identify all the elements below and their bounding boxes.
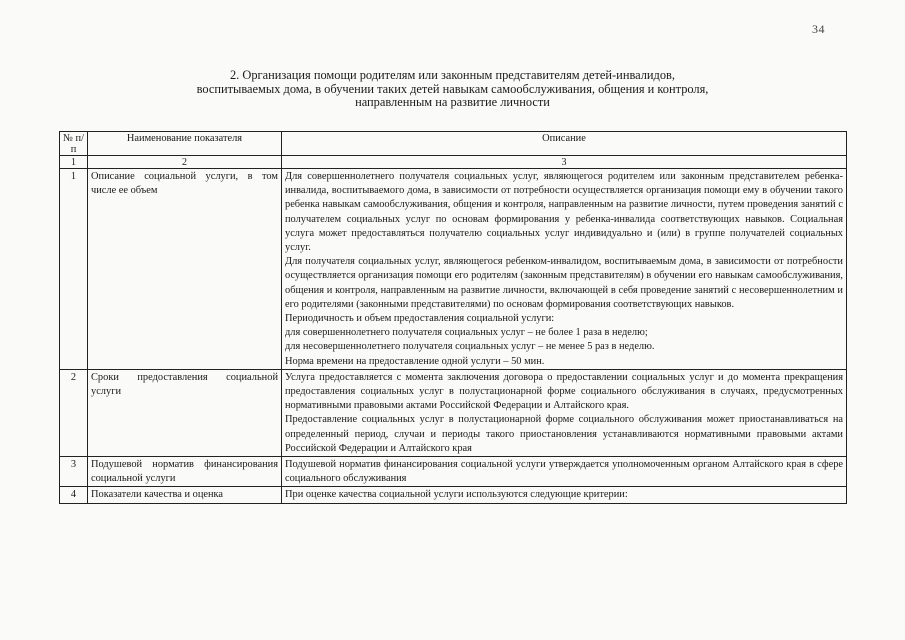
indicator-name: Сроки предоставления социальной услуги [88,369,282,456]
description-paragraph: Для получателя социальных услуг, являющегося ребенком-инвалидом, воспитываемым дома, в зависимости от потребности осуществляется организация помощи его родителям (законным представителям) в обучении его навыкам самообслуживания, общения и контроля, направленным на развитие личности, включающей в себя проведение занятий с несовершеннолетним и его родителями (законными представителями) по основам формирования соответствующих навыков. [285,256,843,310]
description-paragraph: Норма времени на предоставление одной услуги – 50 мин. [285,355,545,367]
row-number: 4 [60,487,88,503]
description-paragraph: Для совершеннолетнего получателя социальных услуг, являющегося родителем или законным представителем ребенка-инвалида, воспитываемого дома, в зависимости от потребности осуществляется организация помощи ему в обучении такого ребенка навыкам самообслуживания, общения и контроля, направленным на развитие личности, путем проведения занятий с получателем социальных услуг по основам формирования у ребенка-инвалида соответствующих навыков. Социальная услуга может предоставляться получателю социальных услуг индивидуально и (или) в группе получателей социальных услуг. [285,171,843,254]
service-table [59,131,847,504]
section-title [120,69,785,110]
page-number: 34 [812,22,825,36]
table-row [60,369,847,456]
indicator-description [282,457,847,487]
header-num: № п/п [60,132,88,156]
indicator-description [282,369,847,456]
description-paragraph: Предоставление социальных услуг в полустационарной форме социального обслуживания может приостанавливаться на определенный период, случаи и периоды такого приостановления устанавливаются нормативными правовыми актами Российской Федерации и Алтайского края [285,414,843,454]
section-title-line-3: направленным на развитие личности [355,95,550,109]
indicator-description [282,169,847,370]
table-row [60,457,847,487]
row-number: 1 [60,169,88,370]
description-paragraph: Периодичность и объем предоставления социальной услуги: [285,313,555,325]
section-title-line-1: 2. Организация помощи родителям или законным представителям детей-инвалидов, [229,68,676,82]
header-desc: Описание [282,132,847,156]
table-row [60,169,847,370]
indicator-name: Описание социальной услуги, в том числе ее объем [88,169,282,370]
description-paragraph: для несовершеннолетнего получателя социальных услуг – не менее 5 раз в неделю. [285,341,655,353]
indicator-description [282,487,847,503]
header-name: Наименование показателя [88,132,282,156]
description-paragraph: При оценке качества социальной услуги используются следующие критерии: [285,489,628,501]
column-index-2: 2 [88,156,282,169]
table-header-row [60,132,847,156]
table-row [60,487,847,503]
description-paragraph: Подушевой норматив финансирования социальной услуги утверждается уполномоченным органом Алтайского края в сфере социального обслуживания [285,459,843,485]
indicator-name: Подушевой норматив финансирования социальной услуги [88,457,282,487]
column-index-row [60,156,847,169]
column-index-1: 1 [60,156,88,169]
indicator-name: Показатели качества и оценка [88,487,282,503]
row-number: 2 [60,369,88,456]
description-paragraph: для совершеннолетнего получателя социальных услуг – не более 1 раза в неделю; [285,327,648,339]
column-index-3: 3 [282,156,847,169]
section-title-line-2: воспитываемых дома, в обучении таких детей навыкам самообслуживания, общения и контроля, [196,81,709,96]
description-paragraph: Услуга предоставляется с момента заключения договора о предоставлении социальных услуг и до момента прекращения предоставления социальных услуг в полустационарной форме социального обслуживания в случаях, предусмотренных нормативными правовыми актами Российской Федерации и Алтайского края. [285,371,843,412]
row-number: 3 [60,457,88,487]
